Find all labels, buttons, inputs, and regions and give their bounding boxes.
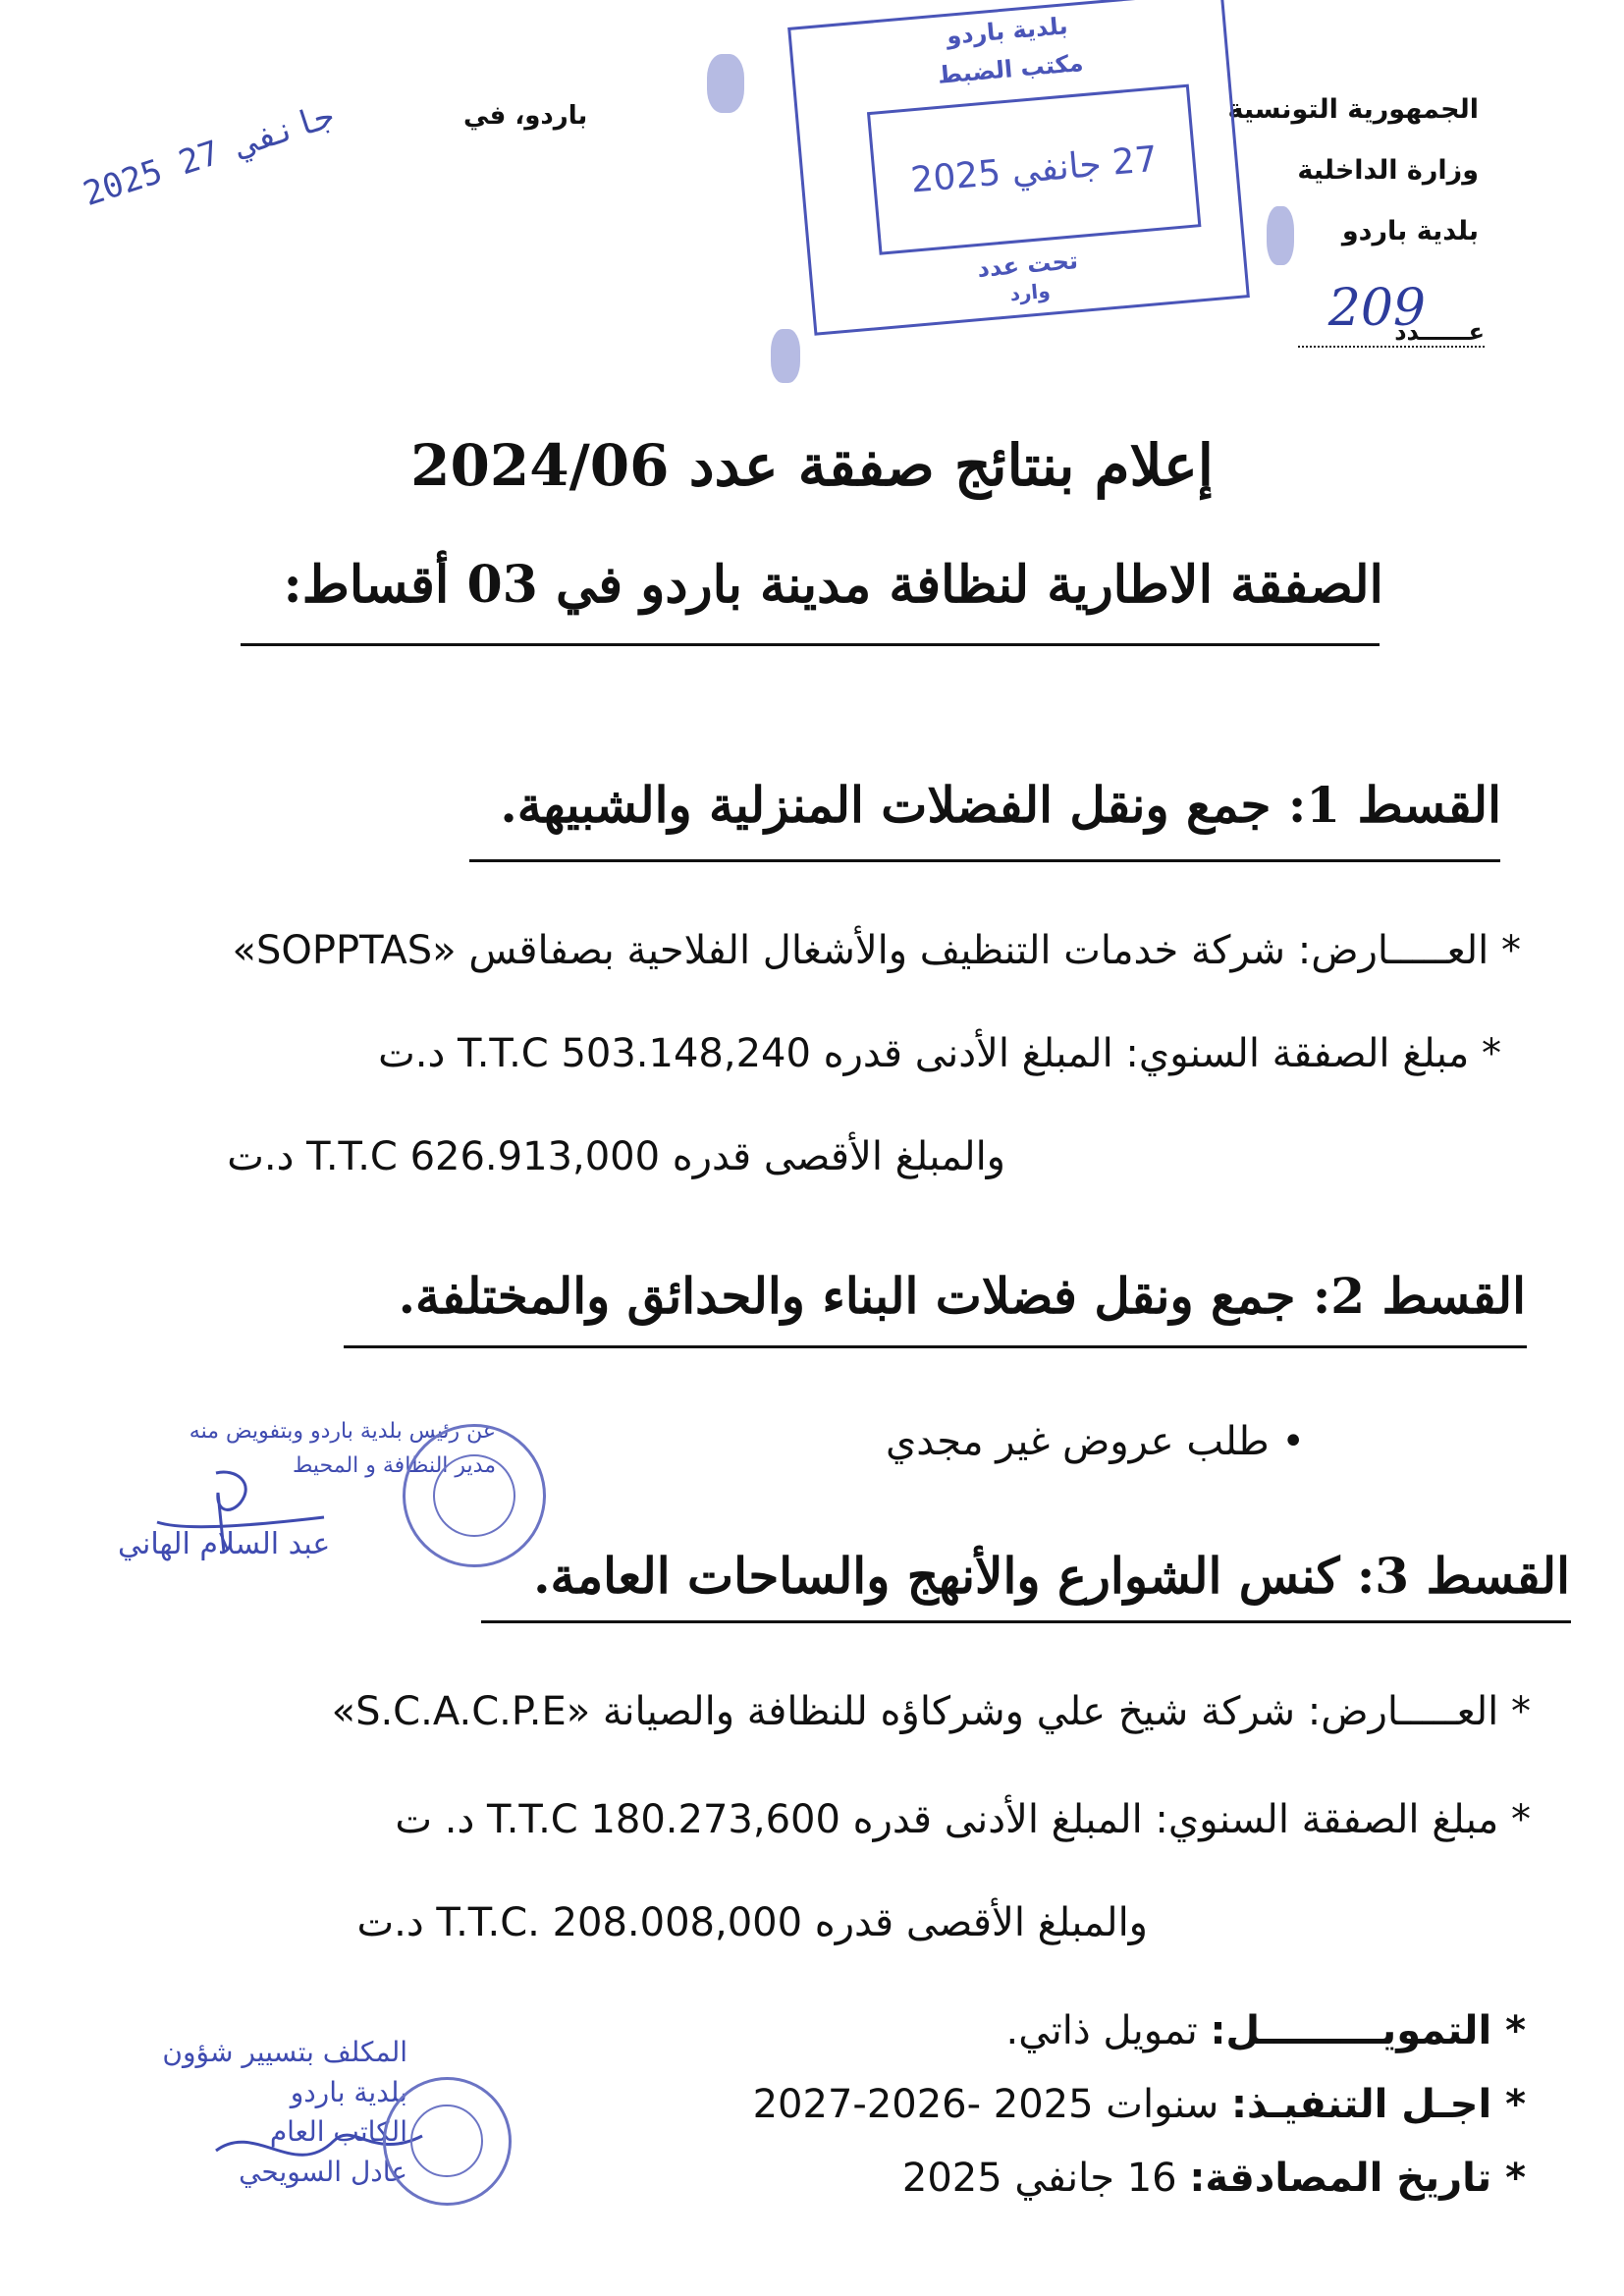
ink-blot [707, 54, 744, 113]
lot-2-note: • طلب عروض غير مجدي [885, 1419, 1305, 1464]
reference-dotted-line [1298, 346, 1485, 348]
registry-stamp-municipality: بلدية باردو [945, 12, 1069, 50]
lot-1-min-amount [378, 1031, 1501, 1076]
signature-1-line-1: عن رئيس بلدية باردو وبتفويض منه [189, 1419, 496, 1444]
signature-1-scrawl-icon [147, 1463, 334, 1557]
lot-3-min-text: المبلغ الأدنى قدره T.T.C 180.273,600 د. ت [395, 1797, 1143, 1842]
left-date-stamp: 2025 جانفي 27 [79, 95, 340, 215]
lot-1-bidder-label: * العـــــارض: [1297, 928, 1521, 973]
lot-1-amount-label: * مبلغ الصفقة السنوي: [1125, 1031, 1501, 1076]
registry-stamp-date: 27 جانفي 2025 [908, 138, 1160, 201]
ink-blot [771, 329, 800, 383]
registry-stamp-incoming: وارد [1008, 278, 1052, 306]
lot-2-heading: القسط 2: جمع ونقل فضلات البناء والحدائق والمختلفة. [398, 1267, 1526, 1325]
funding [1006, 2008, 1526, 2053]
execution-period [753, 2082, 1526, 2127]
signature-2-line-3: الكاتب العام [269, 2115, 407, 2149]
funding-label: * التمويـــــــــل: [1210, 2008, 1526, 2053]
approval-label: * تاريخ المصادقة: [1189, 2156, 1526, 2201]
lot-3-underline [481, 1620, 1571, 1623]
reference-number: 209 [1327, 279, 1426, 338]
main-title: إعلام بنتائج صفقة عدد 2024/06 [410, 432, 1214, 499]
lot-2-underline [344, 1345, 1527, 1348]
signature-2-name: عادل السويحي [239, 2155, 407, 2188]
approval-date [902, 2156, 1526, 2201]
signature-1-name: عبد السلام الهاني [118, 1527, 331, 1561]
lot-1-underline [469, 859, 1500, 862]
lot-1-bidder-name: شركة خدمات التنظيف والأشغال الفلاحية بصفاقس «SOPPTAS» [232, 928, 1286, 973]
execution-value: سنوات 2025 -2026-2027 [752, 2082, 1219, 2127]
seal-1-icon [403, 1424, 546, 1567]
execution-label: * اجـل التنفيـذ: [1231, 2082, 1526, 2127]
lot-1-bidder [232, 928, 1521, 973]
lot-3-heading: القسط 3: كنس الشوارع والأنهج والساحات العامة. [533, 1547, 1570, 1605]
lot-3-bidder-label: * العـــــارض: [1307, 1689, 1531, 1734]
subtitle: الصفقة الاطارية لنظافة مدينة باردو في 03 أقساط: [283, 555, 1383, 615]
reference-label: عــــــدد [1394, 318, 1485, 346]
lot-1-heading: القسط 1: جمع ونقل الفضلات المنزلية والشبيهة. [500, 776, 1501, 834]
header-ministry: وزارة الداخلية [1297, 155, 1479, 186]
funding-value: تمويل ذاتي. [1005, 2008, 1198, 2053]
lot-1-min-text: المبلغ الأدنى قدره T.T.C 503.148,240 د.ت [378, 1031, 1113, 1076]
lot-3-bidder [332, 1689, 1531, 1734]
ink-blot [1267, 206, 1294, 265]
registry-stamp-date-box [867, 84, 1201, 255]
lot-3-min-amount [395, 1797, 1531, 1842]
registry-stamp-number-label: تحت عدد [976, 246, 1079, 284]
place-date: باردو، في [463, 101, 588, 131]
subtitle-underline [241, 643, 1380, 646]
reference-number-block [1288, 279, 1485, 354]
registry-stamp-office: مكتب الضبط [936, 48, 1085, 89]
signature-2-line-1: المكلف بتسيير شؤون [162, 2036, 407, 2068]
seal-2-icon [383, 2077, 512, 2206]
lot-3-bidder-name: شركة شيخ علي وشركاؤه للنظافة والصيانة «S.C.A.C.P.E» [331, 1689, 1296, 1734]
header-republic: الجمهورية التونسية [1227, 94, 1479, 125]
registry-stamp [787, 0, 1250, 336]
signature-1-line-2: مدير النظافة و المحيط [293, 1453, 496, 1479]
header-municipality: بلدية باردو [1341, 216, 1479, 246]
lot-3-max-amount: والمبلغ الأقصى قدره T.T.C. 208.008,000 د.ت [356, 1900, 1148, 1945]
lot-1-max-amount: والمبلغ الأقصى قدره T.T.C 626.913,000 د.ت [227, 1134, 1005, 1179]
lot-3-amount-label: * مبلغ الصفقة السنوي: [1155, 1797, 1531, 1842]
signature-2-line-2: بلدية باردو [290, 2075, 407, 2108]
approval-value: 16 جانفي 2025 [901, 2156, 1177, 2201]
